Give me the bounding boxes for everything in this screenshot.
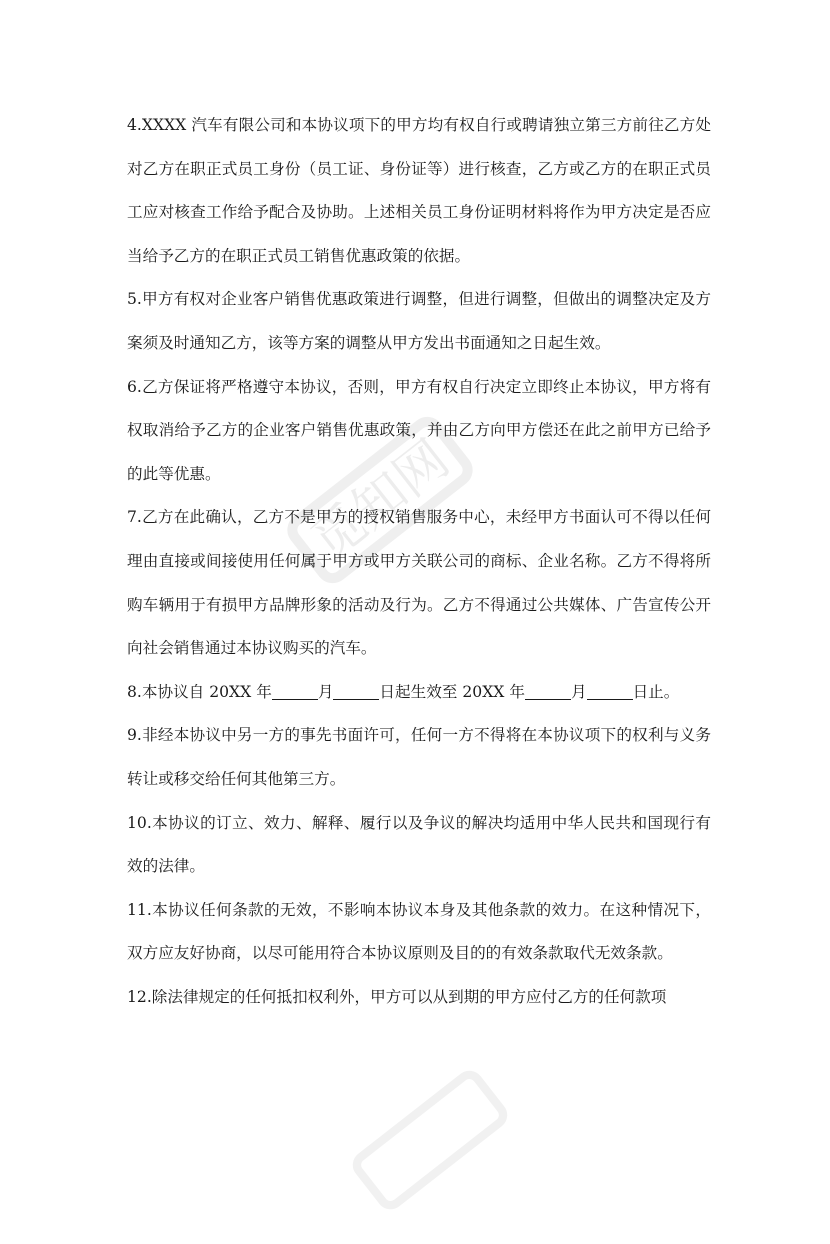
watermark-bottom (330, 1040, 530, 1240)
svg-text:觅知网: 觅知网 (300, 429, 461, 573)
clause-4: 4.XXXX 汽车有限公司和本协议项下的甲方均有权自行或聘请独立第三方前往乙方处对乙方在职正式员工身份（员工证、身份证等）进行核查，乙方或乙方的在职正式员工应对核查工作给予配合及协助。上述相关员工身份证明材料将作为甲方决定是否应当给予乙方的在职正式员工销售优惠政策的依据。 (127, 116, 711, 265)
document-body (127, 104, 711, 1019)
clause-8-day1: 日起生效至 20XX 年 (379, 682, 525, 701)
clause-5: 5.甲方有权对企业客户销售优惠政策进行调整，但进行调整，但做出的调整决定及方案须及时通知乙方，该等方案的调整从甲方发出书面通知之日起生效。 (127, 290, 711, 352)
clause-8-month1: 月 (317, 682, 334, 701)
clause-8-month2: 月 (570, 682, 587, 701)
watermark-graphic-bottom (330, 1040, 530, 1240)
clause-12: 12.除法律规定的任何抵扣权利外，甲方可以从到期的甲方应付乙方的任何款项 (127, 987, 667, 1006)
blank-field-day-end[interactable] (587, 681, 633, 700)
clause-10: 10.本协议的订立、效力、解释、履行以及争议的解决均适用中华人民共和国现行有效的法律。 (127, 813, 711, 876)
clause-7: 7.乙方在此确认，乙方不是甲方的授权销售服务中心，未经甲方书面认可不得以任何理由直接或间接使用任何属于甲方或甲方关联公司的商标、企业名称。乙方不得将所购车辆用于有损甲方品牌形象的活动及行为。乙方不得通过公共媒体、广告宣传公开向社会销售通过本协议购买的汽车。 (127, 508, 711, 658)
clause-11: 11.本协议任何条款的无效，不影响本协议本身及其他条款的效力。在这种情况下，双方应友好协商，以尽可能用符合本协议原则及目的的有效条款取代无效条款。 (127, 900, 711, 963)
blank-field-day-start[interactable] (333, 681, 379, 700)
clause-8 (127, 671, 711, 715)
clause-8-day2: 日止。 (632, 682, 680, 701)
clause-9: 9.非经本协议中另一方的事先书面许可，任何一方不得将在本协议项下的权利与义务转让或移交给任何其他第三方。 (127, 726, 711, 788)
blank-field-month-end[interactable] (525, 681, 571, 700)
clause-8-prefix: 8.本协议自 20XX 年 (127, 682, 272, 701)
blank-field-month-start[interactable] (272, 681, 318, 700)
clause-6: 6.乙方保证将严格遵守本协议，否则，甲方有权自行决定立即终止本协议，甲方将有权取消给予乙方的企业客户销售优惠政策，并由乙方向甲方偿还在此之前甲方已给予的此等优惠。 (127, 377, 711, 483)
